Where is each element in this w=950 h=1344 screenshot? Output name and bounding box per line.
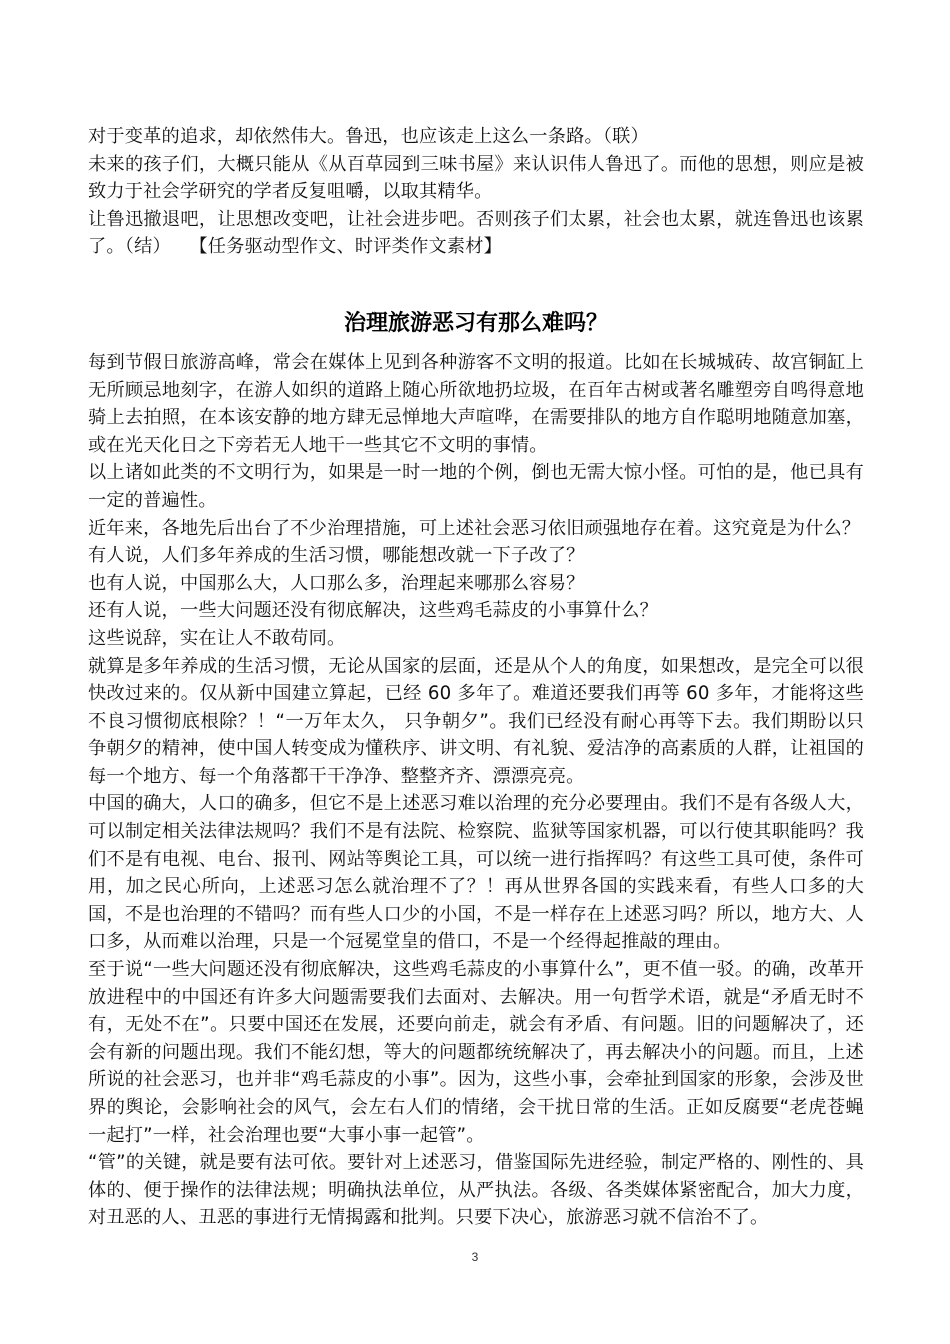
page-number: 3 [471, 1250, 479, 1264]
paragraph: 还有人说，一些大问题还没有彻底解决，这些鸡毛蒜皮的小事算什么？ [88, 600, 659, 622]
paragraph: 近年来，各地先后出台了不少治理措施，可上述社会恶习依旧顽强地存在着。这究竟是为什么？ [88, 517, 861, 539]
paragraph: 至于说“一些大问题还没有彻底解决，这些鸡毛蒜皮的小事算什么”，更不值一驳。的确，改革开放进程中的中国还有许多大问题需要我们去面对、去解决。用一句哲学术语，就是“矛盾无时不有，无处不在”。只要中国还在发展，还要向前走，就会有矛盾、有问题。旧的问题解决了，还会有新的问题出现。我们不能幻想，等大的问题都统统解决了，再去解决小的问题。而且，上述所说的社会恶习，也并非“鸡毛蒜皮的小事”。因为，这些小事，会牵扯到国家的形象，会涉及世界的舆论，会影响社会的风气，会左右人们的情绪，会干扰日常的生活。正如反腐要“老虎苍蝇一起打”一样，社会治理也要“大事小事一起管”。 [88, 959, 864, 1146]
article-body [88, 349, 864, 1232]
paragraph: 未来的孩子们，大概只能从《从百草园到三味书屋》来认识伟人鲁迅了。而他的思想，则应是被致力于社会学研究的学者反复咀嚼，以取其精华。 [88, 153, 864, 203]
previous-article-tail [88, 123, 864, 261]
document-page [88, 123, 864, 1232]
paragraph: “管”的关键，就是要有法可依。要针对上述恶习，借鉴国际先进经验，制定严格的、刚性的、具体的、便于操作的法律法规；明确执法单位，从严执法。各级、各类媒体紧密配合，加大力度，对丑恶的人、丑恶的事进行无情揭露和批判。只要下决心，旅游恶习就不信治不了。 [88, 1152, 864, 1229]
paragraph: 以上诸如此类的不文明行为，如果是一时一地的个例，倒也无需大惊小怪。可怕的是，他已具有一定的普遍性。 [88, 462, 864, 511]
paragraph: 有人说，人们多年养成的生活习惯，哪能想改就一下子改了？ [88, 545, 585, 567]
paragraph: 也有人说，中国那么大，人口那么多，治理起来哪那么容易？ [88, 572, 585, 594]
article-title: 治理旅游恶习有那么难吗？ [343, 309, 608, 336]
paragraph: 中国的确大，人口的确多，但它不是上述恶习难以治理的充分必要理由。我们不是有各级人大，可以制定相关法律法规吗？我们不是有法院、检察院、监狱等国家机器，可以行使其职能吗？我们不是有电视、电台、报刊、网站等舆论工具，可以统一进行指挥吗？有这些工具可使，条件可用，加之民心所向，上述恶习怎么就治理不了？！再从世界各国的实践来看，有些人口多的大国，不是也治理的不错吗？而有些人口少的小国，不是一样存在上述恶习吗？所以，地方大、人口多，从而难以治理，只是一个冠冕堂皇的借口，不是一个经得起推敲的理由。 [88, 793, 864, 953]
paragraph: 每到节假日旅游高峰，常会在媒体上见到各种游客不文明的报道。比如在长城城砖、故宫铜缸上无所顾忌地刻字，在游人如织的道路上随心所欲地扔垃圾，在百年古树或著名雕塑旁自鸣得意地骑上去拍照，在本该安静的地方肆无忌惮地大声喧哗，在需要排队的地方自作聪明地随意加塞，或在光天化日之下旁若无人地干一些其它不文明的事情。 [88, 351, 864, 456]
paragraph: 对于变革的追求，却依然伟大。鲁迅，也应该走上这么一条路。（联） [88, 126, 649, 147]
paragraph: 这些说辞，实在让人不敢苟同。 [88, 627, 346, 649]
paragraph: 就算是多年养成的生活习惯，无论从国家的层面，还是从个人的角度，如果想改，是完全可以很快改过来的。仅从新中国建立算起，已经 60 多年了。难道还要我们再等 60 多年，才能将这些不良习惯彻底根除？！“一万年太久， 只争朝夕”。我们已经没有耐心再等下去。我们期盼以只争朝夕的精神，使中国人转变成为懂秩序、讲文明、有礼貌、爱洁净的高素质的人群，让祖国的每一个地方、每一个角落都干干净净、整整齐齐、漂漂亮亮。 [88, 655, 864, 787]
paragraph: 让鲁迅撤退吧，让思想改变吧，让社会进步吧。否则孩子们太累，社会也太累，就连鲁迅也该累了。（结） 【任务驱动型作文、时评类作文素材】 [88, 208, 864, 258]
